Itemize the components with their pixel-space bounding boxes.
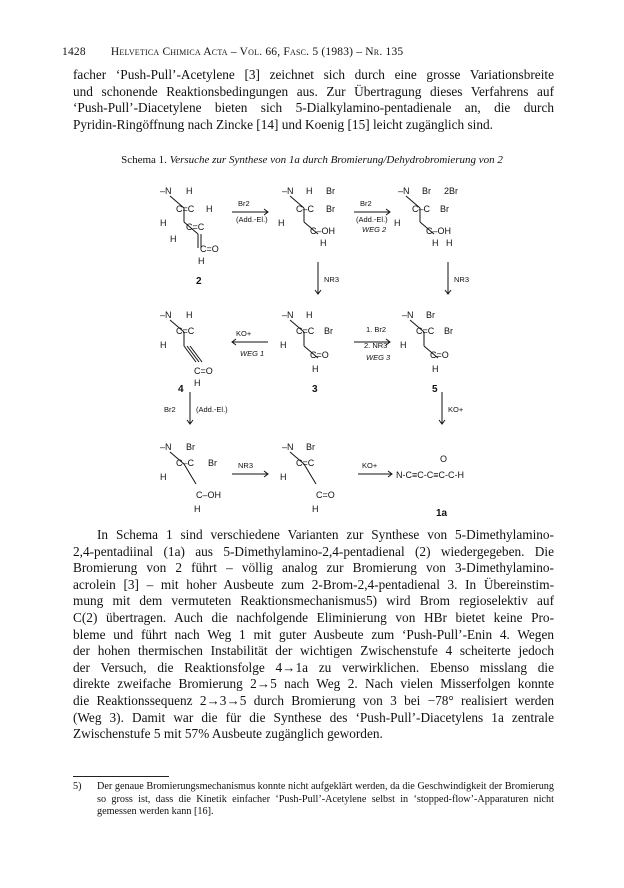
svg-text:Br: Br	[422, 186, 431, 196]
svg-text:C=O: C=O	[194, 366, 213, 376]
reagent-add-el-weg2: (Add.-El.)	[356, 215, 388, 224]
svg-text:H: H	[312, 504, 319, 514]
svg-text:C–C: C–C	[412, 204, 431, 214]
footnote	[73, 781, 554, 819]
svg-text:H: H	[280, 340, 287, 350]
text-line: (Weg 3). Damit war die für die Synthese des ‘Push-Pull’-Diacetylens 1a zentrale	[73, 709, 554, 725]
footnote-number: 5)	[73, 781, 82, 792]
compound-label-3: 3	[312, 384, 318, 395]
compound-label-5: 5	[432, 384, 438, 395]
text-line: die Reaktionssequenz 2→3→5 durch Bromierung von 3 bei −78° realisiert werden	[73, 692, 554, 708]
text-line: der hohen thermischen Instabilität der wichtigen Zwischenstufe 4 scheiterte jedoch	[73, 643, 554, 659]
svg-text:H: H	[278, 218, 285, 228]
svg-text:H: H	[186, 186, 193, 196]
text-line: 2,4-pentadiinal (1a) aus 5-Dimethylamino-2,4-pentadienal (2) wiedergegeben. Die	[73, 543, 554, 559]
svg-text:H: H	[432, 238, 439, 248]
text-line: acrolein [3] – mit hoher Ausbeute zum 2-Brom-2,4-pentadienal 3. In Übereinstim-	[73, 576, 554, 592]
svg-text:H: H	[160, 218, 167, 228]
reagent-br2-down: Br2	[164, 405, 176, 414]
svg-text:C=C: C=C	[296, 326, 315, 336]
journal-title: Helvetica Chimica Acta – Vol. 66, Fasc. 5 (1983) – Nr. 135	[110, 46, 404, 58]
text-line: bleme und führt nach Weg 1 mit guter Ausbeute zum ‘Push-Pull’-Enin 4. Wegen	[73, 626, 554, 642]
svg-text:–N: –N	[282, 442, 294, 452]
svg-text:H: H	[394, 218, 401, 228]
text-line: und schonende Reaktionsbedingungen aus. Zur Übertragung dieses Verfahrens auf	[73, 83, 554, 99]
svg-text:H: H	[194, 378, 201, 388]
text-line: mung mit dem vermuteten Reaktionsmechanismus5) wird Brom regioselektiv auf	[73, 593, 554, 609]
main-paragraph	[73, 527, 554, 743]
bond	[184, 346, 196, 362]
svg-text:C=O: C=O	[430, 350, 449, 360]
reagent-nr3-row3: NR3	[238, 461, 254, 470]
reagent-br2-weg2: Br2	[360, 199, 372, 208]
svg-text:C=O: C=O	[310, 350, 329, 360]
svg-text:Br: Br	[426, 310, 435, 320]
svg-text:Br: Br	[324, 326, 333, 336]
svg-text:H: H	[432, 364, 439, 374]
svg-text:C–OH: C–OH	[426, 226, 452, 236]
svg-text:–N: –N	[398, 186, 410, 196]
text-line: In Schema 1 sind verschiedene Varianten zur Synthese von 5-Dimethylamino-	[97, 527, 554, 542]
svg-text:Br: Br	[444, 326, 453, 336]
label-weg3: WEG 3	[366, 353, 391, 362]
svg-text:C=C: C=C	[176, 326, 195, 336]
text-line: C(2) übertragen. Auch die nachfolgende Eliminierung von HBr bietet keine Pro-	[73, 609, 554, 625]
reagent-kotbu-weg1: KO+	[236, 329, 252, 338]
compound-label-1a: 1a	[436, 508, 448, 519]
svg-text:–N: –N	[160, 186, 172, 196]
svg-text:H: H	[446, 238, 453, 248]
text-line: facher ‘Push-Pull’-Acetylene [3] zeichnet sich durch eine grosse Variationsbreite	[73, 67, 554, 82]
svg-text:C=C: C=C	[416, 326, 435, 336]
svg-text:H: H	[320, 238, 327, 248]
svg-text:Br: Br	[306, 442, 315, 452]
label-weg2: WEG 2	[362, 225, 387, 234]
footnote-rule	[73, 776, 169, 777]
svg-text:H: H	[160, 340, 167, 350]
text-line: Zwischenstufe 5 mit 57% Ausbeute zugänglich geworden.	[73, 726, 383, 742]
svg-text:H: H	[160, 472, 167, 482]
svg-text:–N: –N	[160, 310, 172, 320]
svg-text:Br: Br	[440, 204, 449, 214]
svg-text:C=O: C=O	[200, 244, 219, 254]
svg-text:C=C: C=C	[186, 222, 205, 232]
svg-text:H: H	[400, 340, 407, 350]
product-formula: N-C≡C-C≡C-C-H	[396, 470, 464, 480]
svg-text:C=O: C=O	[316, 490, 335, 500]
svg-text:H: H	[186, 310, 193, 320]
compound-label-2: 2	[196, 276, 202, 287]
text-line: Bromierung von 2 führt – völlig analog zur Bromierung von 3-Dimethylamino-	[73, 560, 554, 576]
footnote-text: Der genaue Bromierungsmechanismus konnte nicht aufgeklärt werden, da die Geschwindigkeit der Bromierung so gross ist, dass die Kinetik einfacher ‘Push-Pull’-Acetylene selbst in ‘stopped-flow’-Apparaturen nicht gemessen werden kann [16].	[97, 781, 554, 818]
text-line: Pyridin-Ringöffnung nach Zincke [14] und Koenig [15] leicht zugänglich sind.	[73, 116, 493, 132]
reagent-br2-step1: 1. Br2	[366, 325, 387, 334]
reagent-kotbu-row3: KO+	[362, 461, 378, 470]
svg-text:–N: –N	[402, 310, 414, 320]
svg-text:Br: Br	[186, 442, 195, 452]
svg-text:O: O	[440, 454, 448, 464]
caption-prefix: Schema 1.	[121, 154, 167, 166]
svg-text:C–OH: C–OH	[196, 490, 222, 500]
svg-text:H: H	[170, 234, 177, 244]
svg-text:2Br: 2Br	[444, 186, 459, 196]
svg-text:H: H	[312, 364, 319, 374]
bond	[187, 346, 199, 362]
caption-text: Versuche zur Synthese von 1a durch Bromierung/Dehydrobromierung von 2	[169, 154, 503, 166]
svg-text:–N: –N	[282, 186, 294, 196]
svg-text:H: H	[306, 186, 313, 196]
svg-text:C–C: C–C	[296, 204, 315, 214]
svg-text:H: H	[206, 204, 213, 214]
svg-text:Br: Br	[208, 458, 217, 468]
reagent-add-el: (Add.-El.)	[236, 215, 268, 224]
svg-text:C=C: C=C	[176, 204, 195, 214]
svg-text:H: H	[194, 504, 201, 514]
svg-text:C–OH: C–OH	[310, 226, 336, 236]
reagent-nr3-left: NR3	[324, 275, 340, 284]
svg-text:Br: Br	[326, 204, 335, 214]
svg-text:Br: Br	[326, 186, 335, 196]
svg-text:–N: –N	[282, 310, 294, 320]
text-line: direkte zweifache Bromierung 2→5 nach Weg 2. Nach vielen Misserfolgen konnte	[73, 676, 554, 692]
svg-text:H: H	[306, 310, 313, 320]
svg-text:–N: –N	[160, 442, 172, 452]
reagent-nr3-step2: 2. NR3	[364, 341, 388, 350]
reagent-nr3-right: NR3	[454, 275, 470, 284]
text-line: der Versuch, die Reaktionsfolge 4→1a zu verwirklichen. Ebenso misslang die	[73, 659, 554, 675]
svg-text:C–C: C–C	[176, 458, 195, 468]
label-weg1: WEG 1	[240, 349, 265, 358]
svg-text:H: H	[198, 256, 205, 266]
compound-label-4: 4	[178, 384, 184, 395]
svg-text:C=C: C=C	[296, 458, 315, 468]
reagent-add-el-down: (Add.-El.)	[196, 405, 228, 414]
text-line: ‘Push-Pull’-Diacetylene bieten sich 5-Dialkylamino-pentadienale an, die durch	[73, 100, 554, 116]
bond	[190, 346, 202, 362]
reagent-kotbu-down: KO+	[448, 405, 464, 414]
page-number: 1428	[62, 46, 86, 58]
reagent-br2: Br2	[238, 199, 250, 208]
svg-text:H: H	[280, 472, 287, 482]
